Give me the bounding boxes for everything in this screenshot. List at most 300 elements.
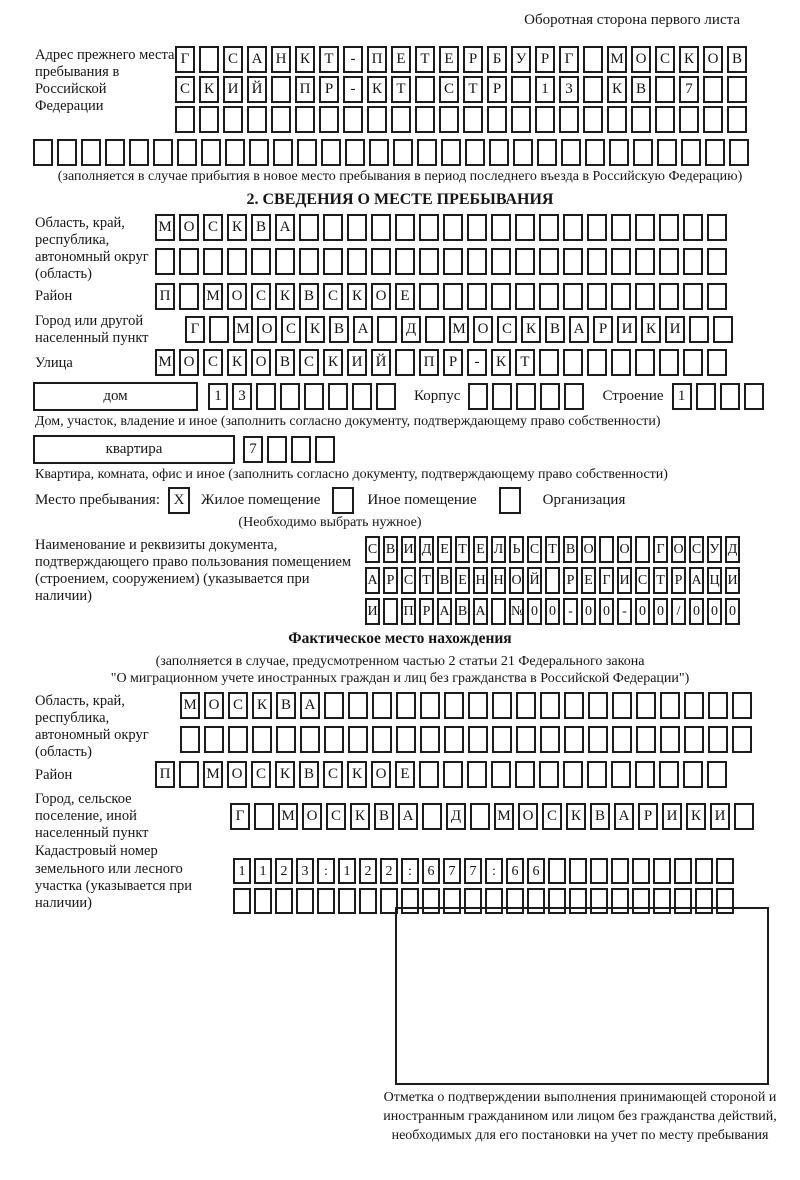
char-cell[interactable] <box>609 139 629 166</box>
char-cell[interactable]: 2 <box>359 858 377 884</box>
char-cell[interactable]: К <box>305 316 325 343</box>
char-cell[interactable]: 2 <box>380 858 398 884</box>
char-cell[interactable]: Е <box>395 283 415 310</box>
char-cell[interactable] <box>511 76 531 103</box>
char-cell[interactable] <box>695 858 713 884</box>
char-cell[interactable]: О <box>227 761 247 788</box>
char-cell[interactable]: Л <box>491 536 506 563</box>
char-cell[interactable] <box>540 726 560 753</box>
char-cell[interactable] <box>683 349 703 376</box>
char-cell[interactable]: 0 <box>527 598 542 625</box>
char-cell[interactable]: 6 <box>422 858 440 884</box>
char-cell[interactable]: Т <box>391 76 411 103</box>
char-cell[interactable] <box>535 106 555 133</box>
char-cell[interactable]: В <box>383 536 398 563</box>
char-cell[interactable] <box>347 214 367 241</box>
char-cell[interactable]: А <box>300 692 320 719</box>
char-cell[interactable] <box>515 248 535 275</box>
char-cell[interactable]: С <box>323 283 343 310</box>
char-cell[interactable] <box>587 283 607 310</box>
char-cell[interactable] <box>539 214 559 241</box>
char-cell[interactable] <box>348 692 368 719</box>
char-cell[interactable] <box>569 858 587 884</box>
char-cell[interactable] <box>537 139 557 166</box>
char-cell[interactable]: П <box>295 76 315 103</box>
char-cell[interactable]: П <box>367 46 387 73</box>
char-cell[interactable] <box>491 248 511 275</box>
char-cell[interactable] <box>515 214 535 241</box>
char-cell[interactable]: Р <box>443 349 463 376</box>
char-cell[interactable] <box>539 349 559 376</box>
char-cell[interactable]: Е <box>473 536 488 563</box>
char-cell[interactable]: К <box>227 214 247 241</box>
char-cell[interactable] <box>513 139 533 166</box>
char-cell[interactable] <box>33 139 53 166</box>
char-cell[interactable] <box>659 283 679 310</box>
char-cell[interactable]: : <box>317 858 335 884</box>
checkbox-residential[interactable]: X <box>168 487 190 514</box>
char-cell[interactable]: Р <box>463 46 483 73</box>
char-cell[interactable] <box>465 139 485 166</box>
char-cell[interactable] <box>707 283 727 310</box>
char-cell[interactable]: 3 <box>232 383 252 410</box>
char-cell[interactable] <box>267 436 287 463</box>
char-cell[interactable]: М <box>607 46 627 73</box>
char-cell[interactable]: Т <box>653 567 668 594</box>
char-cell[interactable] <box>468 692 488 719</box>
char-cell[interactable] <box>631 106 651 133</box>
char-cell[interactable] <box>201 139 221 166</box>
char-cell[interactable]: А <box>473 598 488 625</box>
char-cell[interactable]: О <box>204 692 224 719</box>
char-cell[interactable]: 1 <box>233 858 251 884</box>
char-cell[interactable] <box>588 726 608 753</box>
char-cell[interactable]: С <box>175 76 195 103</box>
char-cell[interactable] <box>681 139 701 166</box>
char-cell[interactable] <box>254 803 274 830</box>
char-cell[interactable]: С <box>323 761 343 788</box>
char-cell[interactable] <box>588 692 608 719</box>
char-cell[interactable] <box>587 214 607 241</box>
char-cell[interactable] <box>444 692 464 719</box>
char-cell[interactable]: П <box>155 761 175 788</box>
char-cell[interactable] <box>516 383 536 410</box>
char-cell[interactable]: Е <box>455 567 470 594</box>
char-cell[interactable] <box>492 383 512 410</box>
char-cell[interactable]: 7 <box>464 858 482 884</box>
checkbox-other-premises[interactable] <box>332 487 354 514</box>
char-cell[interactable] <box>679 106 699 133</box>
char-cell[interactable]: А <box>365 567 380 594</box>
char-cell[interactable]: О <box>371 761 391 788</box>
char-cell[interactable] <box>660 692 680 719</box>
char-cell[interactable] <box>635 349 655 376</box>
char-cell[interactable] <box>180 726 200 753</box>
char-cell[interactable]: М <box>155 349 175 376</box>
char-cell[interactable]: Р <box>563 567 578 594</box>
char-cell[interactable]: О <box>257 316 277 343</box>
char-cell[interactable] <box>708 726 728 753</box>
char-cell[interactable]: Д <box>401 316 421 343</box>
char-cell[interactable] <box>280 383 300 410</box>
char-cell[interactable] <box>540 383 560 410</box>
char-cell[interactable] <box>275 888 293 914</box>
char-cell[interactable] <box>587 761 607 788</box>
char-cell[interactable] <box>204 726 224 753</box>
char-cell[interactable] <box>657 139 677 166</box>
char-cell[interactable]: 0 <box>725 598 740 625</box>
char-cell[interactable]: Ь <box>509 536 524 563</box>
checkbox-organization[interactable] <box>499 487 521 514</box>
char-cell[interactable] <box>467 761 487 788</box>
char-cell[interactable]: 3 <box>296 858 314 884</box>
char-cell[interactable] <box>707 761 727 788</box>
char-cell[interactable]: С <box>203 349 223 376</box>
char-cell[interactable] <box>611 248 631 275</box>
char-cell[interactable] <box>227 248 247 275</box>
char-cell[interactable]: К <box>521 316 541 343</box>
char-cell[interactable]: В <box>276 692 296 719</box>
char-cell[interactable]: 7 <box>443 858 461 884</box>
char-cell[interactable] <box>396 726 416 753</box>
char-cell[interactable]: О <box>631 46 651 73</box>
char-cell[interactable] <box>345 139 365 166</box>
char-cell[interactable] <box>635 536 650 563</box>
char-cell[interactable]: О <box>509 567 524 594</box>
char-cell[interactable]: М <box>449 316 469 343</box>
char-cell[interactable] <box>720 383 740 410</box>
char-cell[interactable]: К <box>347 283 367 310</box>
char-cell[interactable] <box>539 248 559 275</box>
char-cell[interactable]: А <box>689 567 704 594</box>
char-cell[interactable] <box>376 383 396 410</box>
char-cell[interactable] <box>463 106 483 133</box>
char-cell[interactable]: И <box>401 536 416 563</box>
char-cell[interactable]: / <box>671 598 686 625</box>
char-cell[interactable] <box>367 106 387 133</box>
char-cell[interactable]: С <box>299 349 319 376</box>
char-cell[interactable] <box>705 139 725 166</box>
char-cell[interactable]: С <box>223 46 243 73</box>
char-cell[interactable]: К <box>350 803 370 830</box>
char-cell[interactable] <box>539 761 559 788</box>
char-cell[interactable]: П <box>419 349 439 376</box>
char-cell[interactable]: Й <box>247 76 267 103</box>
char-cell[interactable]: Е <box>437 536 452 563</box>
char-cell[interactable] <box>583 46 603 73</box>
char-cell[interactable]: В <box>437 567 452 594</box>
char-cell[interactable]: В <box>329 316 349 343</box>
char-cell[interactable]: 0 <box>635 598 650 625</box>
char-cell[interactable]: О <box>581 536 596 563</box>
char-cell[interactable] <box>443 761 463 788</box>
char-cell[interactable]: - <box>563 598 578 625</box>
char-cell[interactable]: С <box>326 803 346 830</box>
char-cell[interactable] <box>444 726 464 753</box>
char-cell[interactable] <box>377 316 397 343</box>
char-cell[interactable]: 0 <box>653 598 668 625</box>
char-cell[interactable] <box>732 692 752 719</box>
char-cell[interactable] <box>564 692 584 719</box>
char-cell[interactable] <box>491 214 511 241</box>
char-cell[interactable] <box>315 436 335 463</box>
char-cell[interactable] <box>299 214 319 241</box>
char-cell[interactable] <box>564 726 584 753</box>
char-cell[interactable]: 0 <box>707 598 722 625</box>
char-cell[interactable]: С <box>689 536 704 563</box>
char-cell[interactable]: А <box>437 598 452 625</box>
char-cell[interactable] <box>653 858 671 884</box>
char-cell[interactable] <box>295 106 315 133</box>
char-cell[interactable] <box>655 106 675 133</box>
char-cell[interactable] <box>468 726 488 753</box>
char-cell[interactable] <box>635 283 655 310</box>
char-cell[interactable]: Р <box>383 567 398 594</box>
char-cell[interactable] <box>296 888 314 914</box>
char-cell[interactable] <box>396 692 416 719</box>
char-cell[interactable]: Т <box>319 46 339 73</box>
char-cell[interactable] <box>371 248 391 275</box>
char-cell[interactable] <box>515 761 535 788</box>
char-cell[interactable]: О <box>251 349 271 376</box>
char-cell[interactable]: И <box>223 76 243 103</box>
char-cell[interactable]: Г <box>559 46 579 73</box>
char-cell[interactable]: - <box>343 46 363 73</box>
char-cell[interactable]: Й <box>527 567 542 594</box>
char-cell[interactable] <box>383 598 398 625</box>
char-cell[interactable]: В <box>563 536 578 563</box>
char-cell[interactable] <box>635 761 655 788</box>
char-cell[interactable] <box>254 888 272 914</box>
char-cell[interactable] <box>585 139 605 166</box>
char-cell[interactable]: - <box>617 598 632 625</box>
char-cell[interactable]: К <box>252 692 272 719</box>
char-cell[interactable] <box>417 139 437 166</box>
char-cell[interactable] <box>273 139 293 166</box>
char-cell[interactable]: № <box>509 598 524 625</box>
char-cell[interactable]: С <box>365 536 380 563</box>
char-cell[interactable]: Р <box>593 316 613 343</box>
char-cell[interactable]: С <box>228 692 248 719</box>
char-cell[interactable]: 0 <box>545 598 560 625</box>
char-cell[interactable]: М <box>180 692 200 719</box>
char-cell[interactable]: Р <box>487 76 507 103</box>
char-cell[interactable] <box>612 726 632 753</box>
char-cell[interactable]: О <box>473 316 493 343</box>
char-cell[interactable]: 6 <box>527 858 545 884</box>
char-cell[interactable] <box>703 76 723 103</box>
char-cell[interactable]: 7 <box>679 76 699 103</box>
char-cell[interactable]: Н <box>271 46 291 73</box>
char-cell[interactable] <box>635 248 655 275</box>
char-cell[interactable] <box>291 436 311 463</box>
char-cell[interactable] <box>703 106 723 133</box>
char-cell[interactable]: О <box>703 46 723 73</box>
char-cell[interactable] <box>179 761 199 788</box>
char-cell[interactable]: 1 <box>535 76 555 103</box>
char-cell[interactable] <box>708 692 728 719</box>
char-cell[interactable] <box>540 692 560 719</box>
char-cell[interactable] <box>323 214 343 241</box>
char-cell[interactable] <box>443 248 463 275</box>
char-cell[interactable]: Г <box>599 567 614 594</box>
char-cell[interactable] <box>660 726 680 753</box>
char-cell[interactable] <box>391 106 411 133</box>
char-cell[interactable] <box>684 726 704 753</box>
char-cell[interactable]: К <box>491 349 511 376</box>
char-cell[interactable]: И <box>617 316 637 343</box>
char-cell[interactable] <box>371 214 391 241</box>
char-cell[interactable]: И <box>710 803 730 830</box>
char-cell[interactable] <box>713 316 733 343</box>
char-cell[interactable] <box>233 888 251 914</box>
char-cell[interactable] <box>352 383 372 410</box>
char-cell[interactable]: У <box>707 536 722 563</box>
char-cell[interactable]: Й <box>371 349 391 376</box>
char-cell[interactable] <box>271 76 291 103</box>
char-cell[interactable] <box>369 139 389 166</box>
char-cell[interactable]: С <box>635 567 650 594</box>
char-cell[interactable] <box>256 383 276 410</box>
char-cell[interactable] <box>324 726 344 753</box>
char-cell[interactable]: К <box>641 316 661 343</box>
char-cell[interactable] <box>105 139 125 166</box>
char-cell[interactable] <box>583 76 603 103</box>
char-cell[interactable]: Е <box>581 567 596 594</box>
char-cell[interactable] <box>275 248 295 275</box>
char-cell[interactable] <box>683 761 703 788</box>
char-cell[interactable]: Ц <box>707 567 722 594</box>
char-cell[interactable]: О <box>518 803 538 830</box>
char-cell[interactable] <box>419 761 439 788</box>
char-cell[interactable] <box>251 248 271 275</box>
char-cell[interactable]: 0 <box>599 598 614 625</box>
char-cell[interactable] <box>633 139 653 166</box>
char-cell[interactable]: К <box>275 761 295 788</box>
char-cell[interactable] <box>209 316 229 343</box>
char-cell[interactable] <box>516 726 536 753</box>
char-cell[interactable] <box>321 139 341 166</box>
char-cell[interactable]: В <box>455 598 470 625</box>
char-cell[interactable]: К <box>566 803 586 830</box>
char-cell[interactable] <box>635 214 655 241</box>
char-cell[interactable] <box>611 761 631 788</box>
char-cell[interactable]: М <box>203 283 223 310</box>
char-cell[interactable] <box>548 858 566 884</box>
char-cell[interactable] <box>491 598 506 625</box>
char-cell[interactable]: Р <box>319 76 339 103</box>
char-cell[interactable]: Т <box>419 567 434 594</box>
char-cell[interactable]: О <box>371 283 391 310</box>
char-cell[interactable] <box>422 803 442 830</box>
char-cell[interactable] <box>587 248 607 275</box>
char-cell[interactable]: Р <box>419 598 434 625</box>
char-cell[interactable] <box>199 46 219 73</box>
char-cell[interactable]: Д <box>419 536 434 563</box>
char-cell[interactable]: 1 <box>208 383 228 410</box>
char-cell[interactable]: Г <box>185 316 205 343</box>
char-cell[interactable] <box>179 283 199 310</box>
char-cell[interactable]: И <box>665 316 685 343</box>
char-cell[interactable] <box>372 692 392 719</box>
char-cell[interactable] <box>689 316 709 343</box>
char-cell[interactable] <box>439 106 459 133</box>
char-cell[interactable] <box>338 888 356 914</box>
char-cell[interactable] <box>545 567 560 594</box>
char-cell[interactable] <box>252 726 272 753</box>
char-cell[interactable]: К <box>347 761 367 788</box>
char-cell[interactable]: С <box>439 76 459 103</box>
char-cell[interactable] <box>744 383 764 410</box>
char-cell[interactable]: П <box>155 283 175 310</box>
char-cell[interactable]: К <box>686 803 706 830</box>
char-cell[interactable]: В <box>374 803 394 830</box>
char-cell[interactable]: Р <box>671 567 686 594</box>
char-cell[interactable] <box>419 283 439 310</box>
char-cell[interactable] <box>632 858 650 884</box>
char-cell[interactable]: М <box>494 803 514 830</box>
char-cell[interactable]: К <box>679 46 699 73</box>
char-cell[interactable]: В <box>299 283 319 310</box>
char-cell[interactable]: Г <box>230 803 250 830</box>
char-cell[interactable] <box>348 726 368 753</box>
char-cell[interactable] <box>587 349 607 376</box>
char-cell[interactable]: О <box>671 536 686 563</box>
char-cell[interactable]: К <box>227 349 247 376</box>
char-cell[interactable]: Т <box>463 76 483 103</box>
char-cell[interactable] <box>319 106 339 133</box>
char-cell[interactable] <box>470 803 490 830</box>
char-cell[interactable]: А <box>353 316 373 343</box>
char-cell[interactable]: Д <box>446 803 466 830</box>
char-cell[interactable] <box>659 248 679 275</box>
char-cell[interactable] <box>372 726 392 753</box>
char-cell[interactable] <box>696 383 716 410</box>
char-cell[interactable] <box>539 283 559 310</box>
char-cell[interactable] <box>607 106 627 133</box>
char-cell[interactable] <box>203 248 223 275</box>
char-cell[interactable] <box>683 283 703 310</box>
char-cell[interactable]: О <box>617 536 632 563</box>
char-cell[interactable] <box>300 726 320 753</box>
char-cell[interactable]: Т <box>415 46 435 73</box>
char-cell[interactable]: К <box>275 283 295 310</box>
char-cell[interactable]: В <box>631 76 651 103</box>
char-cell[interactable]: А <box>569 316 589 343</box>
char-cell[interactable]: Т <box>515 349 535 376</box>
char-cell[interactable] <box>590 858 608 884</box>
char-cell[interactable] <box>491 283 511 310</box>
char-cell[interactable]: С <box>497 316 517 343</box>
char-cell[interactable]: С <box>251 283 271 310</box>
char-cell[interactable]: К <box>323 349 343 376</box>
char-cell[interactable]: К <box>295 46 315 73</box>
char-cell[interactable] <box>611 858 629 884</box>
char-cell[interactable] <box>228 726 248 753</box>
char-cell[interactable]: И <box>347 349 367 376</box>
char-cell[interactable]: Е <box>391 46 411 73</box>
char-cell[interactable] <box>347 248 367 275</box>
char-cell[interactable] <box>716 858 734 884</box>
char-cell[interactable] <box>732 726 752 753</box>
char-cell[interactable] <box>179 248 199 275</box>
char-cell[interactable]: Г <box>653 536 668 563</box>
char-cell[interactable] <box>659 349 679 376</box>
char-cell[interactable]: В <box>545 316 565 343</box>
char-cell[interactable] <box>563 283 583 310</box>
char-cell[interactable] <box>563 761 583 788</box>
char-cell[interactable]: 7 <box>243 436 263 463</box>
